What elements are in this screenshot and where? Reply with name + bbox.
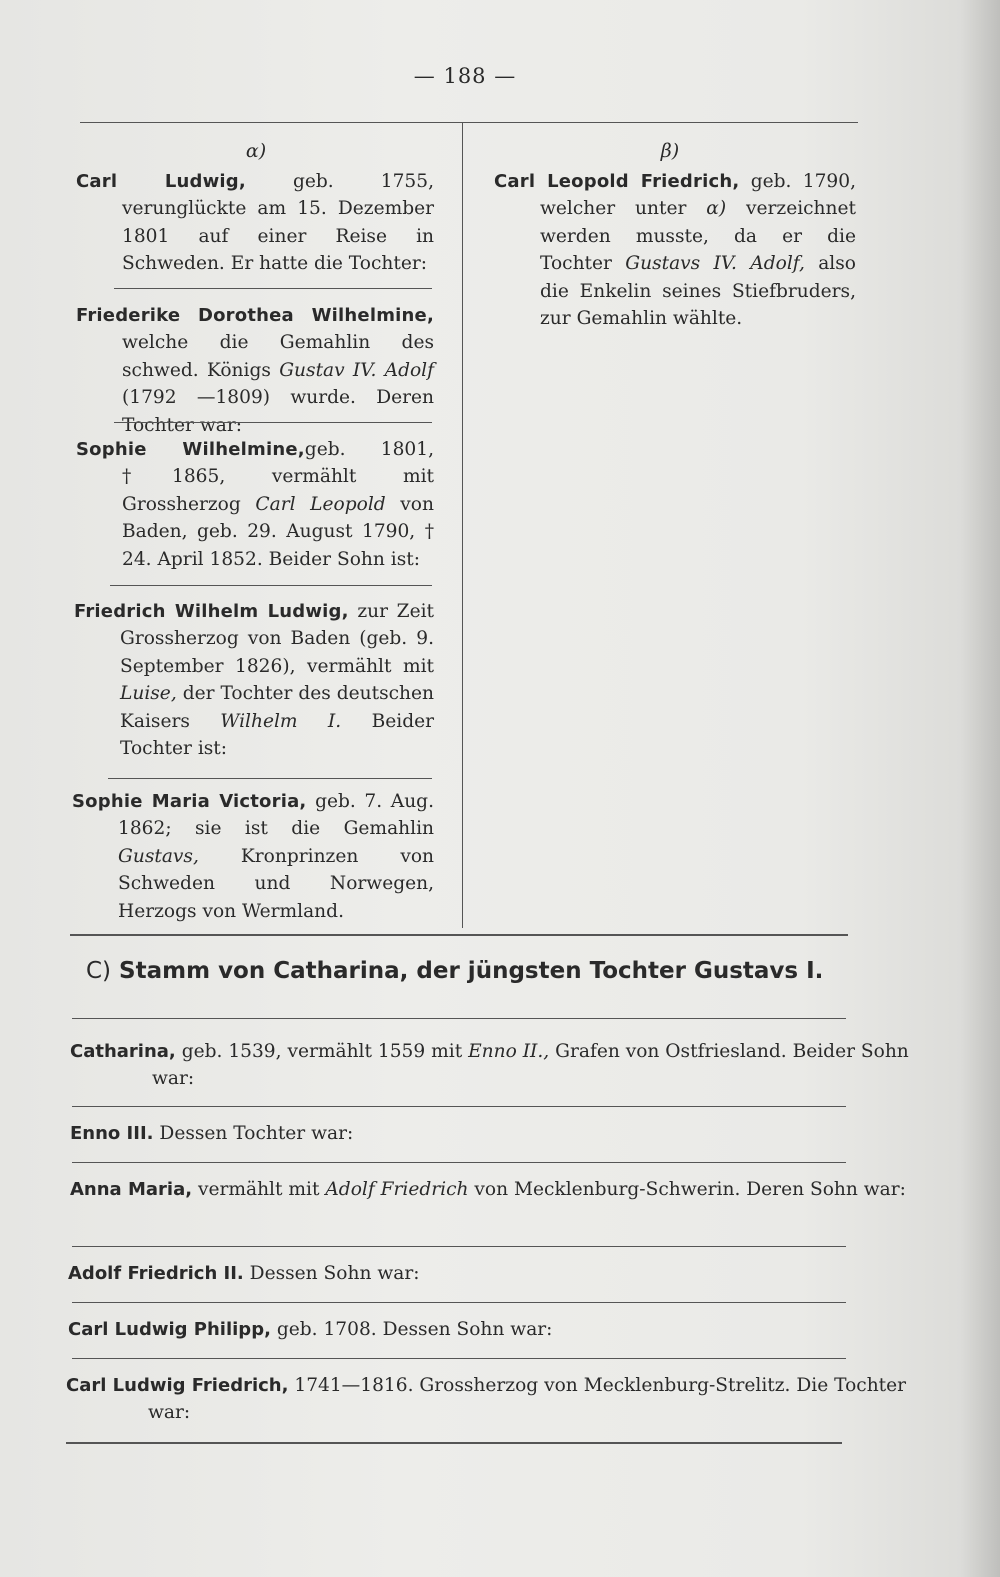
separator-rule [110,585,432,586]
entry-name: Carl Ludwig, [76,171,246,192]
page-number: — 188 — [413,64,517,88]
separator-rule [108,778,432,779]
separator-rule [72,1302,846,1303]
entry-name: Adolf Friedrich II. [68,1263,244,1284]
top-rule [80,122,858,123]
separator-rule [114,288,432,289]
entry-enno-iii: Enno III. Dessen Tochter war: [70,1123,354,1144]
entry-name: Anna Maria, [70,1179,193,1200]
page-spine-shadow [960,0,1000,1577]
bottom-rule [66,1442,842,1444]
separator-rule [72,1246,846,1247]
entry-carl-ludwig-friedrich: Carl Ludwig Friedrich, 1741—1816. Grossherzog von Mecklenburg-Strelitz. Die Tochter war: [66,1375,907,1423]
entry-sophie-maria-victoria: Sophie Maria Victoria, geb. 7. Aug. 1862; sie ist die Gemahlin Gustavs, Kronprinzen von Schweden und Norwegen, Herzogs von Wermland. [72,791,434,922]
entry-name: Sophie Maria Victoria, [72,791,307,812]
right-column-heading: β) [660,140,680,162]
entry-name: Catharina, [70,1041,176,1062]
entry-name: Carl Ludwig Philipp, [68,1319,271,1340]
entry-name: Friederike Dorothea Wilhelmine, [76,305,434,326]
entry-catharina: Catharina, geb. 1539, vermählt 1559 mit Enno II., Grafen von Ostfriesland. Beider Sohn war: [70,1041,909,1089]
separator-rule [114,422,432,423]
entry-name: Enno III. [70,1123,154,1144]
entry-name: Sophie Wilhelmine, [76,439,305,460]
entry-carl-leopold-friedrich: Carl Leopold Friedrich, geb. 1790, welcher unter α) verzeichnet werden musste, da er die Tochter Gustavs IV. Adolf, also die Enkelin seines Stiefbruders, zur Gemahlin wählte. [494,171,856,330]
entry-anna-maria: Anna Maria, vermählt mit Adolf Friedrich von Mecklenburg-Schwerin. Deren Sohn war: [70,1179,906,1200]
entry-adolf-friedrich-ii: Adolf Friedrich II. Dessen Sohn war: [68,1263,420,1284]
entry-name: Friedrich Wilhelm Ludwig, [74,601,349,622]
column-divider [462,122,463,928]
entry-friedrich-wilhelm-ludwig: Friedrich Wilhelm Ludwig, zur Zeit Grossherzog von Baden (geb. 9. September 1826), vermählt mit Luise, der Tochter des deutschen Kaisers Wilhelm I. Beider Tochter ist: [74,601,435,760]
section-rule [70,934,848,936]
entry-carl-ludwig: Carl Ludwig, geb. 1755, verunglückte am 15. Dezember 1801 auf einer Reise in Schweden. Er hatte die Tochter: [76,171,434,275]
entry-carl-ludwig-philipp: Carl Ludwig Philipp, geb. 1708. Dessen Sohn war: [68,1319,553,1340]
separator-rule [72,1162,846,1163]
entry-name: Carl Ludwig Friedrich, [66,1375,289,1396]
left-column-heading: α) [245,140,267,162]
section-mark: C) [86,958,112,984]
separator-rule [72,1106,846,1107]
section-title: C) Stamm von Catharina, der jüngsten Tochter Gustavs I. [86,958,824,984]
entry-name: Carl Leopold Friedrich, [494,171,740,192]
entry-sophie-wilhelmine: Sophie Wilhelmine,geb. 1801, †1865, vermählt mit Grossherzog Carl Leopold von Baden, geb. 29. August 1790, † 24. April 1852. Beider Sohn ist: [76,439,434,570]
entry-friederike: Friederike Dorothea Wilhelmine, welche die Gemahlin des schwed. Königs Gustav IV. Adolf (1792 —1809) wurde. Deren Tochter war: [76,305,434,436]
separator-rule [72,1018,846,1019]
separator-rule [72,1358,846,1359]
